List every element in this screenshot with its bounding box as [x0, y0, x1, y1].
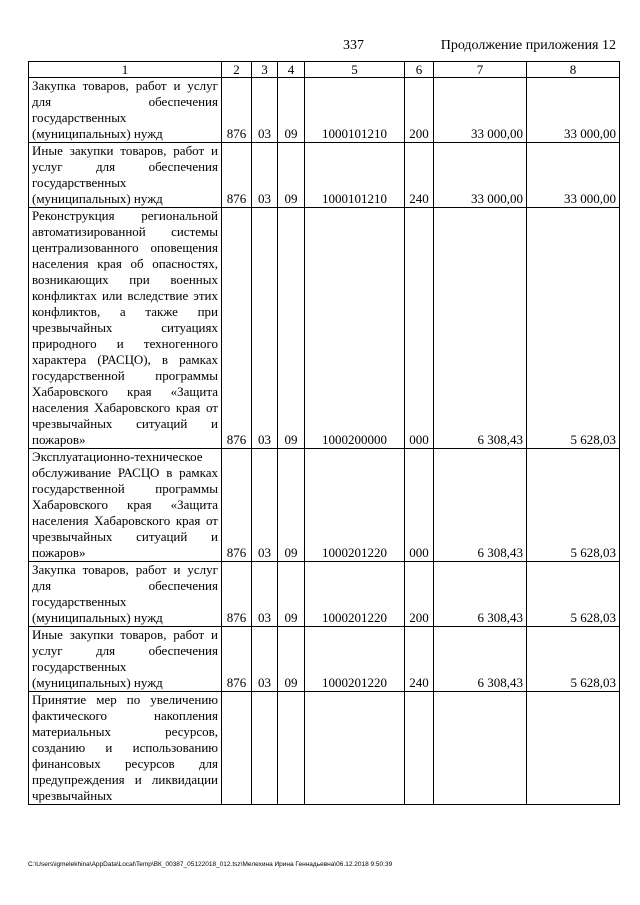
row-name: Иные закупки товаров, работ и услуг для обеспечения государственных (муниципальных) нужд	[29, 627, 222, 692]
row-name: Реконструкция региональной автоматизированной системы централизованного оповещения населения края об опасностях, возникающих при военных конфликтах или вследствие этих конфликтов, а также при чрезвычайных ситуациях природного и техногенного характера (РАСЦО), в рамках государственной программы Хабаровского края «Защита населения Хабаровского края от чрезвычайных ситуаций и пожаров»	[29, 208, 222, 449]
cell-section: 03	[252, 449, 278, 562]
cell-expense-type: 200	[405, 78, 434, 143]
cell-admin-code: 876	[222, 208, 252, 449]
cell-amount-2: 5 628,03	[527, 627, 620, 692]
row-name: Закупка товаров, работ и услуг для обеспечения государственных (муниципальных) нужд	[29, 562, 222, 627]
column-header: 2	[222, 62, 252, 78]
cell-amount-2: 33 000,00	[527, 78, 620, 143]
column-header: 1	[29, 62, 222, 78]
cell-amount-2: 5 628,03	[527, 562, 620, 627]
cell-admin-code: 876	[222, 449, 252, 562]
cell-section	[252, 692, 278, 805]
table-row	[29, 562, 620, 627]
cell-expense-type: 000	[405, 208, 434, 449]
continuation-label: Продолжение приложения 12	[440, 38, 616, 53]
cell-amount-2: 33 000,00	[527, 143, 620, 208]
column-header: 8	[527, 62, 620, 78]
budget-table	[28, 61, 620, 805]
table-row	[29, 627, 620, 692]
row-name: Принятие мер по увеличению фактического накопления материальных ресурсов, созданию и использованию финансовых ресурсов для предупреждения и ликвидации чрезвычайных	[29, 692, 222, 805]
cell-target-article: 1000201220	[305, 562, 405, 627]
cell-admin-code	[222, 692, 252, 805]
cell-amount-1: 6 308,43	[434, 208, 527, 449]
cell-amount-1: 6 308,43	[434, 627, 527, 692]
cell-target-article: 1000101210	[305, 143, 405, 208]
cell-subsection: 09	[278, 562, 305, 627]
cell-subsection: 09	[278, 143, 305, 208]
cell-subsection: 09	[278, 627, 305, 692]
column-header: 5	[305, 62, 405, 78]
cell-section: 03	[252, 143, 278, 208]
cell-amount-2: 5 628,03	[527, 449, 620, 562]
cell-target-article: 1000200000	[305, 208, 405, 449]
page-number: 337	[343, 38, 364, 53]
cell-section: 03	[252, 627, 278, 692]
row-name: Закупка товаров, работ и услуг для обеспечения государственных (муниципальных) нужд	[29, 78, 222, 143]
cell-amount-1	[434, 692, 527, 805]
row-name: Эксплуатационно-техническое обслуживание РАСЦО в рамках государственной программы Хабаровского края «Защита населения Хабаровского края от чрезвычайных ситуаций и пожаров»	[29, 449, 222, 562]
cell-target-article: 1000201220	[305, 449, 405, 562]
cell-expense-type	[405, 692, 434, 805]
column-header: 4	[278, 62, 305, 78]
cell-amount-1: 6 308,43	[434, 449, 527, 562]
cell-amount-1: 33 000,00	[434, 78, 527, 143]
cell-expense-type: 200	[405, 562, 434, 627]
cell-subsection	[278, 692, 305, 805]
cell-admin-code: 876	[222, 78, 252, 143]
cell-target-article: 1000101210	[305, 78, 405, 143]
cell-target-article: 1000201220	[305, 627, 405, 692]
cell-section: 03	[252, 208, 278, 449]
cell-admin-code: 876	[222, 562, 252, 627]
cell-subsection: 09	[278, 449, 305, 562]
cell-expense-type: 000	[405, 449, 434, 562]
cell-amount-1: 6 308,43	[434, 562, 527, 627]
table-row	[29, 449, 620, 562]
cell-subsection: 09	[278, 208, 305, 449]
table-row	[29, 143, 620, 208]
cell-section: 03	[252, 78, 278, 143]
cell-amount-2	[527, 692, 620, 805]
cell-expense-type: 240	[405, 143, 434, 208]
table-row	[29, 692, 620, 805]
table-row	[29, 208, 620, 449]
cell-admin-code: 876	[222, 143, 252, 208]
table-row	[29, 78, 620, 143]
column-header: 7	[434, 62, 527, 78]
column-header: 3	[252, 62, 278, 78]
cell-subsection: 09	[278, 78, 305, 143]
cell-section: 03	[252, 562, 278, 627]
file-path-footer: C:\Users\igmelekhina\AppData\Local\Temp\ВК_00387_05122018_012.tsz\Мелехина Ирина Геннадьевна\06.12.2018 9:50:39	[28, 861, 393, 868]
table-header-row	[29, 62, 620, 78]
cell-amount-1: 33 000,00	[434, 143, 527, 208]
column-header: 6	[405, 62, 434, 78]
cell-target-article	[305, 692, 405, 805]
cell-expense-type: 240	[405, 627, 434, 692]
cell-amount-2: 5 628,03	[527, 208, 620, 449]
cell-admin-code: 876	[222, 627, 252, 692]
row-name: Иные закупки товаров, работ и услуг для обеспечения государственных (муниципальных) нужд	[29, 143, 222, 208]
